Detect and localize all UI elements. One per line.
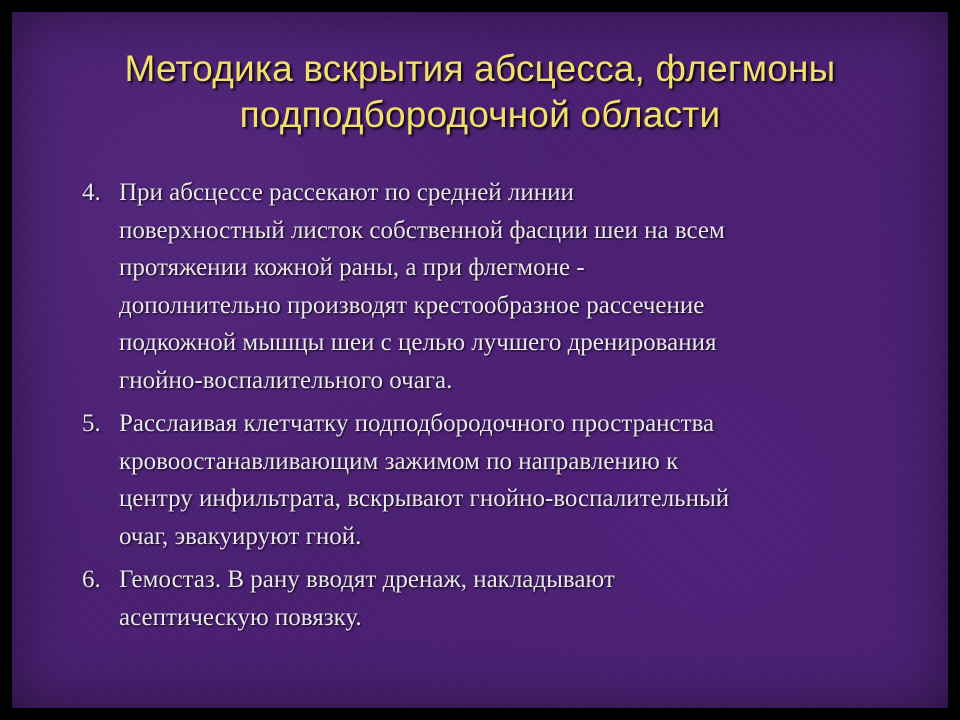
step-item bbox=[82, 561, 912, 636]
slide-title bbox=[12, 46, 948, 138]
step-text-line: дополнительно производят крестообразное рассечение bbox=[119, 291, 705, 319]
step-number: 4. bbox=[82, 179, 101, 206]
step-list bbox=[82, 174, 912, 642]
title-line: Методика вскрытия абсцесса, флегмоны bbox=[124, 48, 836, 89]
step-number: 6. bbox=[82, 566, 101, 593]
step-text-line: поверхностный листок собственной фасции шеи на всем bbox=[119, 216, 725, 244]
step-text-line: асептическую повязку. bbox=[119, 603, 362, 631]
step-item bbox=[82, 174, 912, 399]
step-text-line: подкожной мышцы шеи с целью лучшего дренирования bbox=[119, 329, 717, 356]
step-text-line: Гемостаз. В рану вводят дренаж, накладывают bbox=[119, 566, 615, 593]
slide bbox=[12, 12, 948, 708]
step-text-line: кровоостанавливающим зажимом по направлению к bbox=[119, 447, 679, 475]
step-text-line: центру инфильтрата, вскрывают гнойно-воспалительный bbox=[119, 485, 730, 512]
step-text-line: Расслаивая клетчатку подподбородочного пространства bbox=[119, 410, 715, 437]
step-text-line: очаг, эвакуируют гной. bbox=[119, 522, 362, 550]
step-text-line: При абсцессе рассекают по средней линии bbox=[119, 179, 574, 206]
step-text-line: протяжении кожной раны, а при флегмоне - bbox=[119, 254, 585, 281]
step-number: 5. bbox=[82, 410, 101, 437]
step-item bbox=[82, 405, 912, 555]
title-line: подподбородочной области bbox=[239, 94, 721, 135]
step-text-line: гнойно-воспалительного очага. bbox=[119, 366, 453, 394]
